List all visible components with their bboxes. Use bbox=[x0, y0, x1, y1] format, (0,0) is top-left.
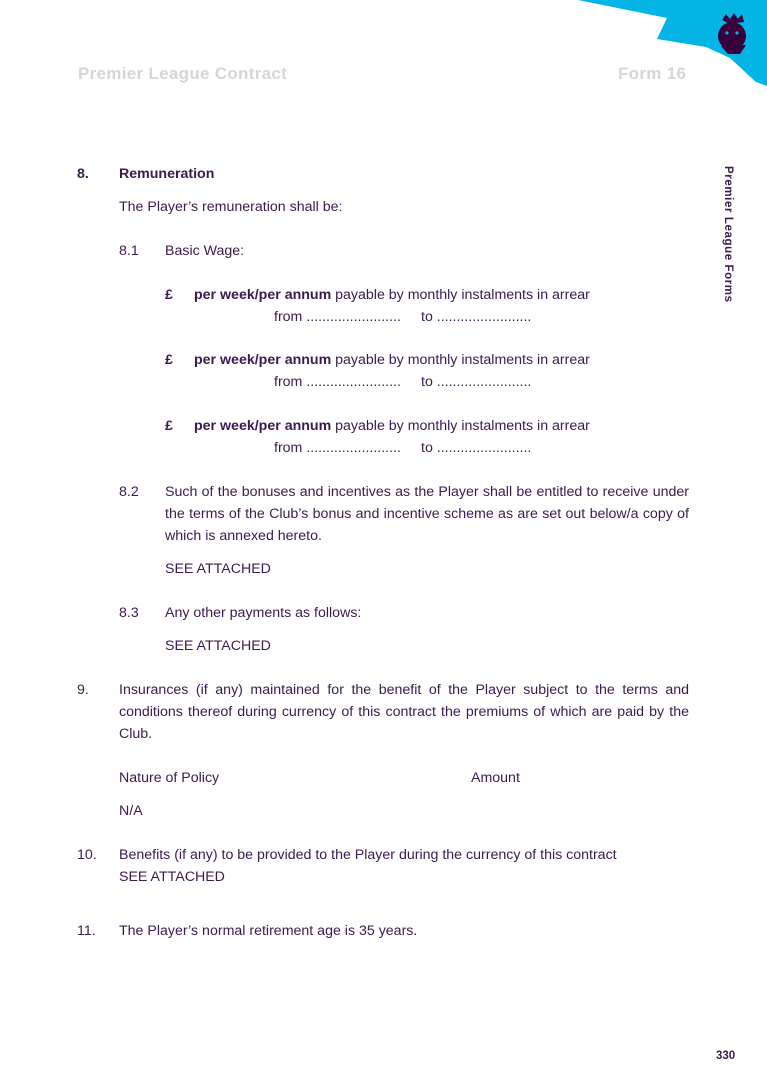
wage-3-from: from ........................ bbox=[274, 440, 401, 456]
section-9-value: N/A bbox=[119, 803, 143, 819]
section-8-3-attached: SEE ATTACHED bbox=[165, 638, 271, 654]
wage-2-line bbox=[194, 352, 590, 368]
wage-1-bold: per week/per annum bbox=[194, 287, 332, 303]
section-9-col-policy: Nature of Policy bbox=[119, 770, 220, 786]
section-8-3-text: Any other payments as follows: bbox=[165, 605, 362, 621]
wage-1-symbol: £ bbox=[165, 287, 173, 303]
section-8-2-text: Such of the bonuses and incentives as the Player shall be entitled to receive under the terms of the Club’s bonus and incentive scheme as are set out below/a copy of which is annexed hereto. bbox=[165, 484, 689, 544]
wage-2-rest: payable by monthly instalments in arrear bbox=[335, 352, 590, 368]
section-8-2-attached: SEE ATTACHED bbox=[165, 561, 271, 577]
section-11-number: 11. bbox=[77, 923, 96, 939]
wage-2-bold: per week/per annum bbox=[194, 352, 332, 368]
header-brand-band bbox=[0, 0, 767, 110]
section-10-text: Benefits (if any) to be provided to the Player during the currency of this contract bbox=[119, 847, 617, 863]
wage-2-symbol: £ bbox=[165, 352, 173, 368]
section-8-heading: Remuneration bbox=[119, 166, 215, 182]
section-9-number: 9. bbox=[77, 682, 89, 698]
wage-3-rest: payable by monthly instalments in arrear bbox=[335, 418, 590, 434]
section-8-number: 8. bbox=[77, 166, 89, 182]
side-label: Premier League Forms bbox=[722, 166, 734, 303]
wage-1-to: to ........................ bbox=[421, 309, 532, 325]
wage-2-from: from ........................ bbox=[274, 374, 401, 390]
section-8-3-number: 8.3 bbox=[119, 605, 139, 621]
page-number: 330 bbox=[716, 1050, 736, 1062]
section-9-text: Insurances (if any) maintained for the benefit of the Player subject to the terms and conditions thereof during currency of this contract the premiums of which are paid by the Club. bbox=[119, 682, 689, 742]
section-11-text: The Player’s normal retirement age is 35 years. bbox=[119, 923, 418, 939]
section-8-1-number: 8.1 bbox=[119, 243, 139, 259]
wage-1-from: from ........................ bbox=[274, 309, 401, 325]
wage-3-to: to ........................ bbox=[421, 440, 532, 456]
wage-1-line bbox=[194, 287, 590, 303]
section-8-2-number: 8.2 bbox=[119, 484, 139, 500]
header-form-label: Form 16 bbox=[618, 64, 687, 83]
header-title: Premier League Contract bbox=[78, 64, 288, 83]
wage-2-to: to ........................ bbox=[421, 374, 532, 390]
wage-3-symbol: £ bbox=[165, 418, 173, 434]
section-8-intro: The Player’s remuneration shall be: bbox=[119, 199, 343, 215]
wage-1-rest: payable by monthly instalments in arrear bbox=[335, 287, 590, 303]
wage-3-line bbox=[194, 418, 590, 434]
section-9-col-amount: Amount bbox=[471, 770, 520, 786]
section-10-attached: SEE ATTACHED bbox=[119, 869, 225, 885]
section-8-1-label: Basic Wage: bbox=[165, 243, 245, 259]
wage-3-bold: per week/per annum bbox=[194, 418, 332, 434]
section-10-number: 10. bbox=[77, 847, 97, 863]
